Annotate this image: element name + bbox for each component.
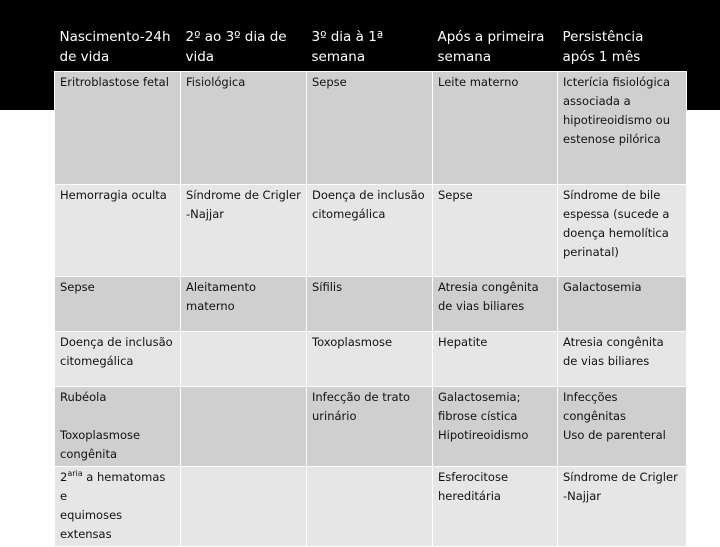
table-cell [181, 467, 307, 547]
table-cell: Infecções congênitas Uso de parenteral [558, 387, 687, 467]
table-cell: Galactosemia; fibrose cística Hipotireoidismo [433, 387, 558, 467]
table-cell: Síndrome de Crigler -Najjar [558, 467, 687, 547]
table-cell: Atresia congênita de vias biliares [558, 332, 687, 387]
table-cell: Hepatite [433, 332, 558, 387]
table-cell: Icterícia fisiológica associada a hipotireoidismo ou estenose pilórica [558, 72, 687, 185]
table-row [55, 387, 687, 467]
table-row [55, 332, 687, 387]
table-cell: Toxoplasmose [307, 332, 433, 387]
header-after-month1: Persistência após 1 mês [558, 24, 687, 72]
table-cell: Doença de inclusão citomegálica [307, 185, 433, 277]
table-cell: Eritroblastose fetal [55, 72, 181, 185]
table-cell: Sepse [433, 185, 558, 277]
header-day3-week1: 3º dia à 1ª semana [307, 24, 433, 72]
neonatal-jaundice-table [54, 24, 687, 547]
table-cell: Doença de inclusão citomegálica [55, 332, 181, 387]
table-cell: Leite materno [433, 72, 558, 185]
header-after-week1: Após a primeira semana [433, 24, 558, 72]
table-cell: Galactosemia [558, 277, 687, 332]
table-cell: Infecção de trato urinário [307, 387, 433, 467]
table-row [55, 72, 687, 185]
table-cell [181, 332, 307, 387]
table-cell: Sepse [55, 277, 181, 332]
neonatal-jaundice-table-container [54, 24, 686, 541]
table-cell: Hemorragia oculta [55, 185, 181, 277]
table-cell: Rubéola Toxoplasmose congênita [55, 387, 181, 467]
table-row [55, 185, 687, 277]
table-row [55, 467, 687, 547]
table-cell: Sepse [307, 72, 433, 185]
table-cell: Sífilis [307, 277, 433, 332]
header-day2-3: 2º ao 3º dia de vida [181, 24, 307, 72]
table-cell: $2^{aria}$ a hematomas e equimoses extensas [55, 467, 181, 547]
table-cell: Esferocitose hereditária [433, 467, 558, 547]
table-cell [307, 467, 433, 547]
header-row [55, 24, 687, 72]
table-cell: Aleitamento materno [181, 277, 307, 332]
table-row [55, 277, 687, 332]
table-cell: Fisiológica [181, 72, 307, 185]
header-birth-24h: Nascimento-24h de vida [55, 24, 181, 72]
table-cell [181, 387, 307, 467]
table-cell: Síndrome de Crigler -Najjar [181, 185, 307, 277]
table-cell: Atresia congênita de vias biliares [433, 277, 558, 332]
table-cell: Síndrome de bile espessa (sucede a doença hemolítica perinatal) [558, 185, 687, 277]
